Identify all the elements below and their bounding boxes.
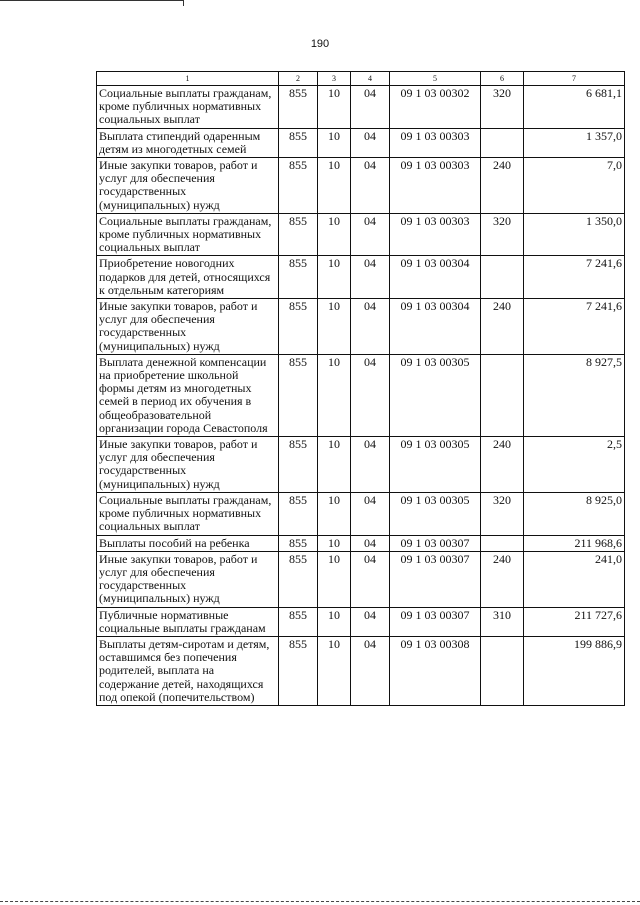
row-expense-type: [481, 636, 524, 705]
page-number: 190: [310, 38, 330, 50]
row-expense-type: 320: [481, 86, 524, 129]
row-name: Социальные выплаты гражданам, кроме публичных нормативных социальных выплат: [97, 492, 279, 535]
row-expense-type: [481, 354, 524, 436]
header-row: [97, 72, 625, 86]
row-name: Социальные выплаты гражданам, кроме публичных нормативных социальных выплат: [97, 213, 279, 256]
row-amount: 241,0: [524, 551, 625, 607]
row-target-article: 09 1 03 00303: [390, 158, 481, 214]
row-name: Иные закупки товаров, работ и услуг для обеспечения государственных (муниципальных) нужд: [97, 551, 279, 607]
row-expense-type: 240: [481, 158, 524, 214]
row-section-code: 10: [318, 158, 351, 214]
row-target-article: 09 1 03 00303: [390, 213, 481, 256]
scan-edge-bottom: [0, 901, 640, 902]
table-row: [97, 158, 625, 214]
table-body: [97, 86, 625, 706]
row-name: Выплата стипендий одаренным детям из многодетных семей: [97, 128, 279, 157]
row-name: Публичные нормативные социальные выплаты гражданам: [97, 607, 279, 636]
header-col-7: 7: [524, 72, 625, 86]
row-amount: 7 241,6: [524, 256, 625, 299]
row-amount: 199 886,9: [524, 636, 625, 705]
row-section-code: 10: [318, 86, 351, 129]
row-ved-code: 855: [279, 256, 318, 299]
header-col-5: 5: [390, 72, 481, 86]
row-ved-code: 855: [279, 213, 318, 256]
row-ved-code: 855: [279, 86, 318, 129]
row-subsection-code: 04: [351, 354, 390, 436]
row-target-article: 09 1 03 00307: [390, 551, 481, 607]
row-name: Социальные выплаты гражданам, кроме публичных нормативных социальных выплат: [97, 86, 279, 129]
row-section-code: 10: [318, 535, 351, 551]
row-target-article: 09 1 03 00304: [390, 299, 481, 355]
row-name: Иные закупки товаров, работ и услуг для обеспечения государственных (муниципальных) нужд: [97, 299, 279, 355]
row-section-code: 10: [318, 551, 351, 607]
row-ved-code: 855: [279, 437, 318, 493]
row-name: Выплата денежной компенсации на приобретение школьной формы детям из многодетных семей в период их обучения в общеобразовательной организации города Севастополя: [97, 354, 279, 436]
row-amount: 8 927,5: [524, 354, 625, 436]
row-section-code: 10: [318, 299, 351, 355]
row-amount: 211 727,6: [524, 607, 625, 636]
row-ved-code: 855: [279, 158, 318, 214]
table-row: [97, 86, 625, 129]
row-subsection-code: 04: [351, 492, 390, 535]
row-subsection-code: 04: [351, 551, 390, 607]
row-expense-type: 240: [481, 299, 524, 355]
row-name: Выплаты пособий на ребенка: [97, 535, 279, 551]
row-expense-type: [481, 256, 524, 299]
row-section-code: 10: [318, 256, 351, 299]
row-expense-type: 310: [481, 607, 524, 636]
row-expense-type: [481, 535, 524, 551]
row-section-code: 10: [318, 354, 351, 436]
row-subsection-code: 04: [351, 86, 390, 129]
row-expense-type: 240: [481, 551, 524, 607]
row-amount: 1 350,0: [524, 213, 625, 256]
row-subsection-code: 04: [351, 437, 390, 493]
row-amount: 1 357,0: [524, 128, 625, 157]
row-ved-code: 855: [279, 607, 318, 636]
table-row: [97, 354, 625, 436]
row-section-code: 10: [318, 492, 351, 535]
table-row: [97, 128, 625, 157]
row-amount: 211 968,6: [524, 535, 625, 551]
header-col-6: 6: [481, 72, 524, 86]
table-row: [97, 551, 625, 607]
header-col-4: 4: [351, 72, 390, 86]
row-amount: 7 241,6: [524, 299, 625, 355]
header-col-1: 1: [97, 72, 279, 86]
row-section-code: 10: [318, 128, 351, 157]
row-expense-type: 320: [481, 492, 524, 535]
row-ved-code: 855: [279, 128, 318, 157]
row-name: Выплаты детям-сиротам и детям, оставшимся без попечения родителей, выплата на содержание детей, находящихся под опекой (попечительством): [97, 636, 279, 705]
table-row: [97, 299, 625, 355]
row-target-article: 09 1 03 00302: [390, 86, 481, 129]
table-row: [97, 636, 625, 705]
row-ved-code: 855: [279, 354, 318, 436]
table-row: [97, 213, 625, 256]
row-name: Приобретение новогодних подарков для детей, относящихся к отдельным категориям: [97, 256, 279, 299]
header-col-3: 3: [318, 72, 351, 86]
row-subsection-code: 04: [351, 256, 390, 299]
row-subsection-code: 04: [351, 607, 390, 636]
row-amount: 7,0: [524, 158, 625, 214]
row-subsection-code: 04: [351, 213, 390, 256]
row-section-code: 10: [318, 607, 351, 636]
budget-table: [96, 71, 625, 706]
row-target-article: 09 1 03 00304: [390, 256, 481, 299]
row-target-article: 09 1 03 00307: [390, 535, 481, 551]
table-row: [97, 607, 625, 636]
row-ved-code: 855: [279, 551, 318, 607]
header-col-2: 2: [279, 72, 318, 86]
row-target-article: 09 1 03 00307: [390, 607, 481, 636]
row-subsection-code: 04: [351, 636, 390, 705]
scan-edge-top: [0, 0, 183, 1]
row-target-article: 09 1 03 00305: [390, 492, 481, 535]
row-expense-type: [481, 128, 524, 157]
row-ved-code: 855: [279, 535, 318, 551]
row-section-code: 10: [318, 437, 351, 493]
scan-edge-tick: [183, 0, 184, 6]
row-amount: 8 925,0: [524, 492, 625, 535]
row-subsection-code: 04: [351, 535, 390, 551]
row-subsection-code: 04: [351, 299, 390, 355]
row-section-code: 10: [318, 636, 351, 705]
row-ved-code: 855: [279, 636, 318, 705]
row-target-article: 09 1 03 00305: [390, 437, 481, 493]
row-subsection-code: 04: [351, 128, 390, 157]
table-row: [97, 437, 625, 493]
row-subsection-code: 04: [351, 158, 390, 214]
table-row: [97, 492, 625, 535]
row-target-article: 09 1 03 00303: [390, 128, 481, 157]
row-amount: 6 681,1: [524, 86, 625, 129]
row-ved-code: 855: [279, 492, 318, 535]
table-row: [97, 256, 625, 299]
row-ved-code: 855: [279, 299, 318, 355]
row-amount: 2,5: [524, 437, 625, 493]
row-name: Иные закупки товаров, работ и услуг для обеспечения государственных (муниципальных) нужд: [97, 158, 279, 214]
table-row: [97, 535, 625, 551]
row-target-article: 09 1 03 00305: [390, 354, 481, 436]
row-name: Иные закупки товаров, работ и услуг для обеспечения государственных (муниципальных) нужд: [97, 437, 279, 493]
row-target-article: 09 1 03 00308: [390, 636, 481, 705]
row-expense-type: 240: [481, 437, 524, 493]
row-section-code: 10: [318, 213, 351, 256]
row-expense-type: 320: [481, 213, 524, 256]
